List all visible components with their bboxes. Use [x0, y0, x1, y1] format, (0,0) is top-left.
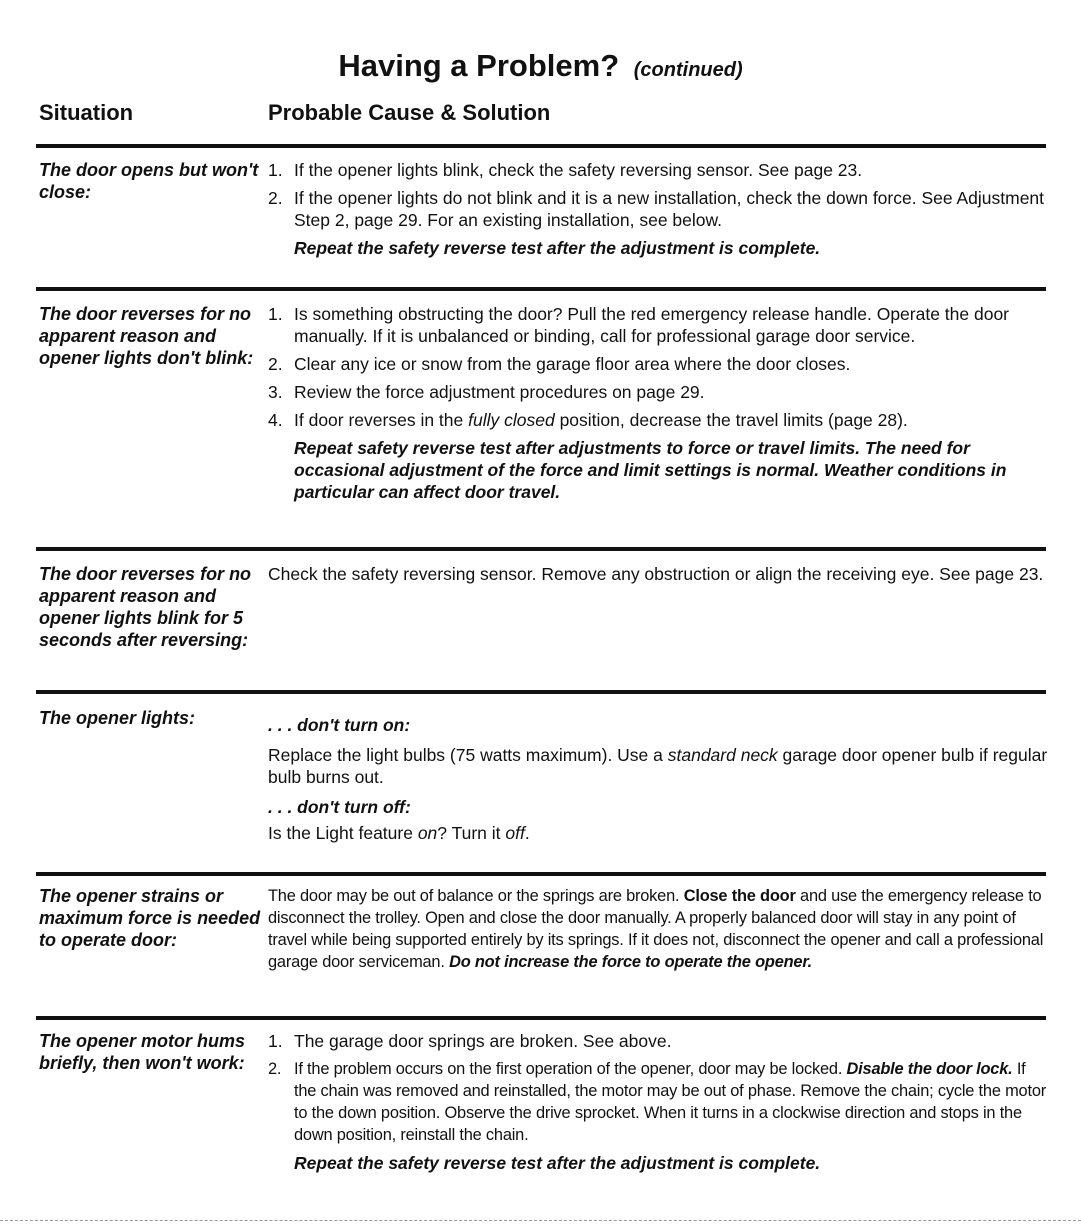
- section-divider: [36, 287, 1046, 291]
- column-header-cause: Probable Cause & Solution: [268, 100, 551, 125]
- section-divider: [36, 1016, 1046, 1020]
- safety-note: Repeat the safety reverse test after the adjustment is complete.: [294, 238, 821, 258]
- subheading-dont-turn-on: . . . don't turn on:: [268, 715, 411, 735]
- column-header-situation: Situation: [39, 100, 134, 125]
- list-item: 1. Is something obstructing the door? Pull the red emergency release handle. Operate the door manually. If it is unbalanced or binding, call for professional garage door service.: [268, 304, 1010, 346]
- list-item: 3. Review the force adjustment procedures on page 29.: [268, 382, 705, 402]
- page-title-suffix: (continued): [633, 59, 743, 81]
- section-divider: [36, 547, 1046, 551]
- list-item: 2. If the problem occurs on the first operation of the opener, door may be locked. Disable the door lock. If the chain was removed and reinstalled, the motor may be out of phase. Remove the chain; cycle the motor to the down position. Observe the drive sprocket. When it turns in a clockwise direction and stops in the down position, reinstall the chain.: [268, 1060, 1046, 1144]
- solution-motor-hums: [268, 1030, 1048, 1174]
- section-divider: [36, 872, 1046, 876]
- solution-opener-lights: . . . don't turn on: Replace the light bulbs (75 watts maximum). Use a standard neck garage door opener bulb if regular bulb burns out. . . . don't turn off: Is the Light feature on? Turn it off.: [268, 715, 1048, 843]
- list-item: 1. If the opener lights blink, check the safety reversing sensor. See page 23.: [268, 160, 863, 180]
- situation-reverses-blink: The door reverses for no apparent reason and opener lights blink for 5 seconds after reversing:: [39, 564, 252, 650]
- section-divider: [36, 144, 1046, 148]
- safety-note: Repeat safety reverse test after adjustments to force or travel limits. The need for occasional adjustment of the force and limit settings is normal. Weather conditions in particular can affect door travel.: [294, 438, 1007, 502]
- page-title-main: Having a Problem?: [338, 48, 620, 83]
- safety-note: Repeat the safety reverse test after the adjustment is complete.: [294, 1153, 821, 1173]
- situation-door-wont-close: The door opens but won't close:: [39, 160, 259, 202]
- page-title: [0, 46, 1081, 90]
- situation-opener-strains: The opener strains or maximum force is needed to operate door:: [39, 886, 261, 950]
- solution-door-wont-close: [268, 159, 1048, 259]
- solution-reverses-blink: Check the safety reversing sensor. Remove any obstruction or align the receiving eye. See page 23.: [268, 564, 1044, 584]
- list-item: 2. Clear any ice or snow from the garage floor area where the door closes.: [268, 354, 851, 374]
- list-item: 4. If door reverses in the fully closed position, decrease the travel limits (page 28).: [268, 410, 908, 430]
- situation-motor-hums: The opener motor hums briefly, then won't work:: [39, 1031, 246, 1073]
- subheading-dont-turn-off: . . . don't turn off:: [268, 797, 411, 817]
- page-edge: [0, 1220, 1081, 1221]
- solution-reverses-no-blink: [268, 303, 1048, 503]
- list-item: 2. If the opener lights do not blink and it is a new installation, check the down force. See Adjustment Step 2, page 29. For an existing installation, see below.: [268, 188, 1045, 230]
- situation-reverses-no-blink: The door reverses for no apparent reason and opener lights don't blink:: [39, 304, 254, 368]
- solution-opener-strains: The door may be out of balance or the springs are broken. Close the door and use the emergency release to disconnect the trolley. Open and close the door manually. A properly balanced door will stay in any point of travel while being supported entirely by its springs. If it does not, disconnect the opener and call a professional garage door serviceman. Do not increase the force to operate the opener.: [268, 887, 1044, 971]
- list-item: 1. The garage door springs are broken. See above.: [268, 1031, 672, 1051]
- section-divider: [36, 690, 1046, 694]
- situation-opener-lights: The opener lights:: [39, 708, 196, 728]
